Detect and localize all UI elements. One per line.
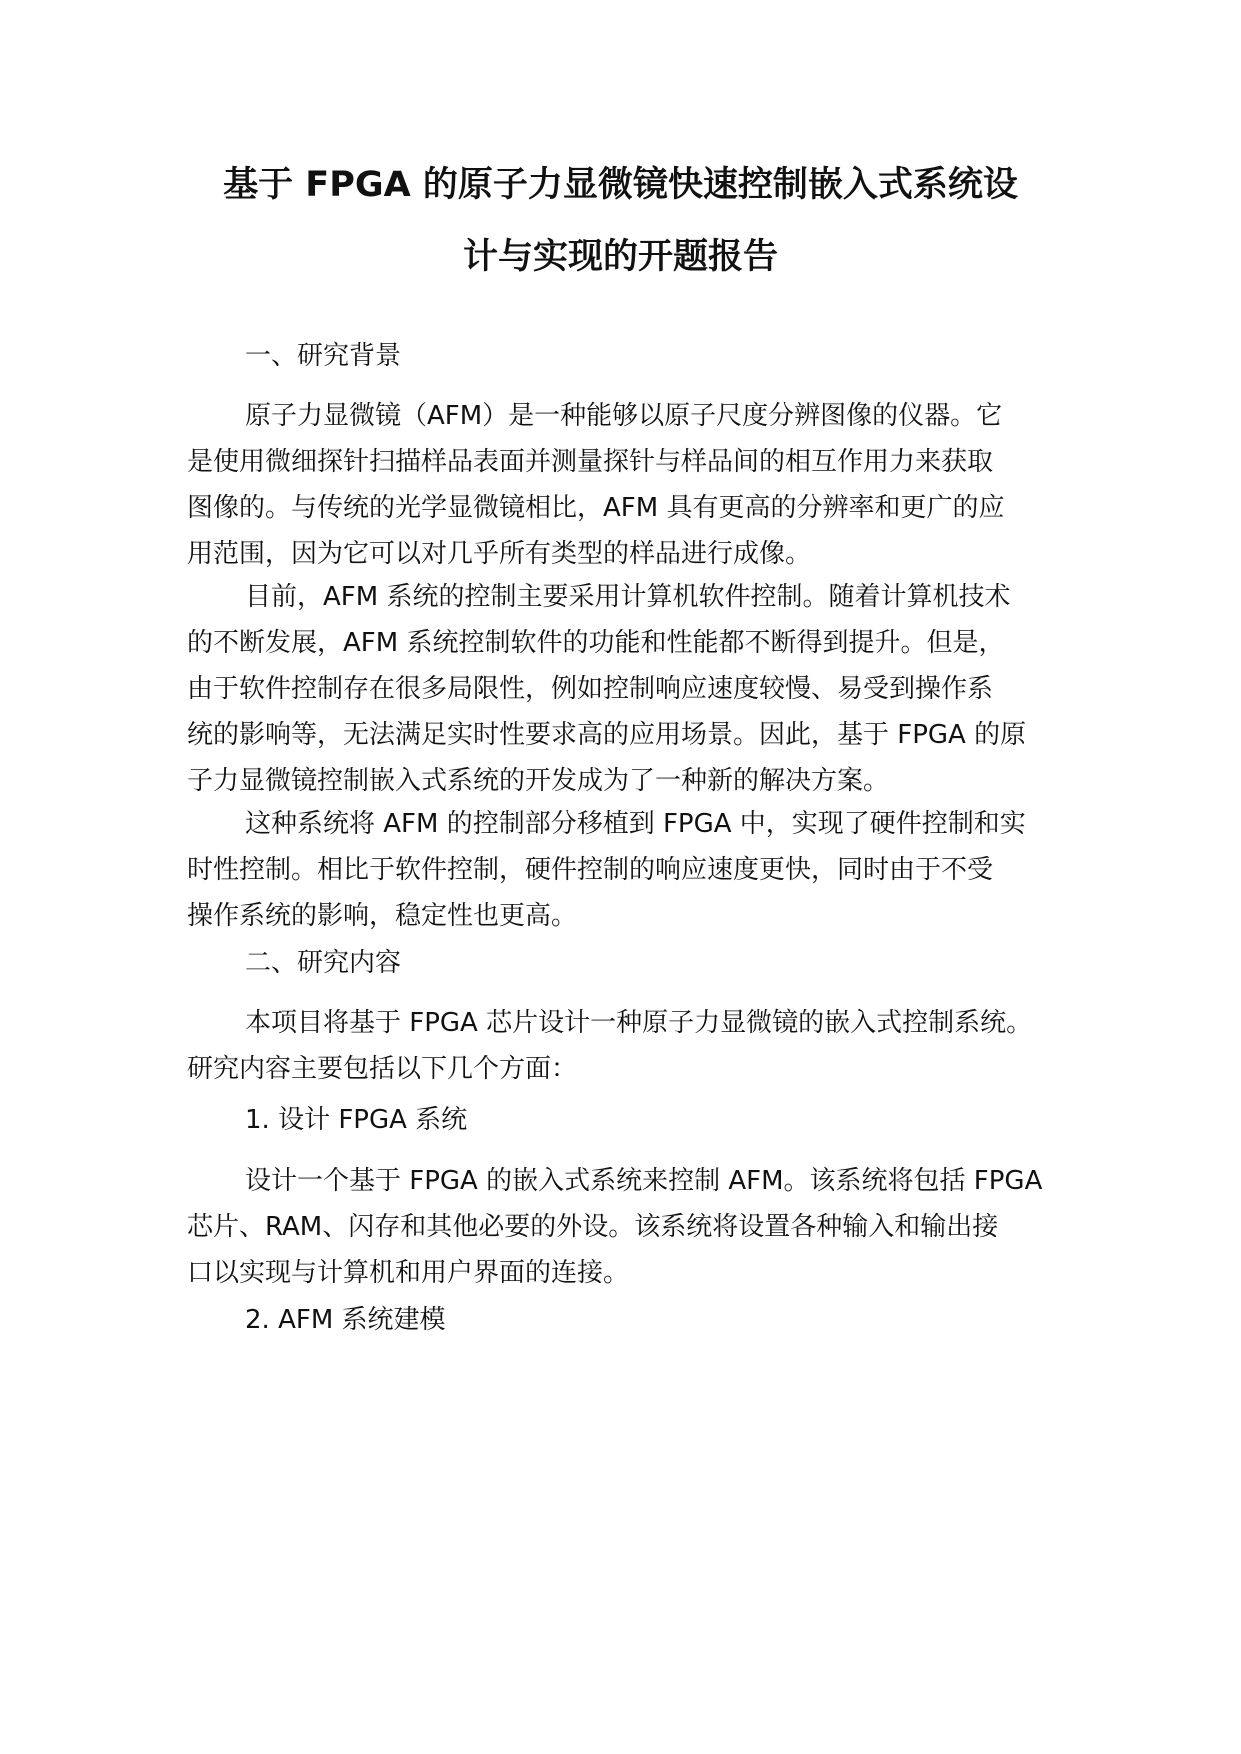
paragraph-line: 这种系统将 AFM 的控制部分移植到 FPGA 中，实现了硬件控制和实 — [245, 809, 1026, 839]
document-title-line-1: 基于 FPGA 的原子力显微镜快速控制嵌入式系统设 — [223, 165, 1018, 205]
paragraph-line: 的不断发展，AFM 系统控制软件的功能和性能都不断得到提升。但是， — [187, 628, 1005, 658]
paragraph-line: 口以实现与计算机和用户界面的连接。 — [187, 1258, 630, 1288]
paragraph-line: 目前，AFM 系统的控制主要采用计算机软件控制。随着计算机技术 — [245, 582, 1011, 612]
paragraph-line: 用范围，因为它可以对几乎所有类型的样品进行成像。 — [187, 539, 812, 569]
paragraph-line: 图像的。与传统的光学显微镜相比，AFM 具有更高的分辨率和更广的应 — [187, 493, 1005, 523]
paragraph-line: 芯片、RAM、闪存和其他必要的外设。该系统将设置各种输入和输出接 — [187, 1212, 999, 1242]
paragraph-line: 由于软件控制存在很多局限性，例如控制响应速度较慢、易受到操作系 — [187, 674, 994, 704]
paragraph-fpga-system — [187, 801, 1067, 939]
paragraph-research-content — [187, 1000, 1067, 1092]
paragraph-line: 研究内容主要包括以下几个方面： — [187, 1054, 578, 1084]
section-heading-research-background: 一、研究背景 — [245, 341, 402, 371]
paragraph-current-control — [187, 574, 1067, 804]
subsection-heading-afm-modeling: 2. AFM 系统建模 — [245, 1305, 446, 1335]
paragraph-line: 是使用微细探针扫描样品表面并测量探针与样品间的相互作用力来获取 — [187, 447, 994, 477]
paragraph-line: 本项目将基于 FPGA 芯片设计一种原子力显微镜的嵌入式控制系统。 — [245, 1008, 1033, 1038]
paragraph-line: 子力显微镜控制嵌入式系统的开发成为了一种新的解决方案。 — [187, 766, 890, 796]
paragraph-line: 时性控制。相比于软件控制，硬件控制的响应速度更快，同时由于不受 — [187, 855, 994, 885]
paragraph-design-fpga — [187, 1158, 1067, 1296]
section-heading-research-content: 二、研究内容 — [245, 948, 402, 978]
subsection-heading-design-fpga: 1. 设计 FPGA 系统 — [245, 1105, 468, 1135]
document-title-line-2: 计与实现的开题报告 — [462, 237, 778, 277]
paragraph-line: 统的影响等，无法满足实时性要求高的应用场景。因此，基于 FPGA 的原 — [187, 720, 1027, 750]
paragraph-afm-intro — [187, 393, 1067, 577]
paragraph-line: 操作系统的影响，稳定性也更高。 — [187, 901, 578, 931]
paragraph-line: 设计一个基于 FPGA 的嵌入式系统来控制 AFM。该系统将包括 FPGA — [245, 1166, 1043, 1196]
paragraph-line: 原子力显微镜（AFM）是一种能够以原子尺度分辨图像的仪器。它 — [245, 401, 1003, 431]
